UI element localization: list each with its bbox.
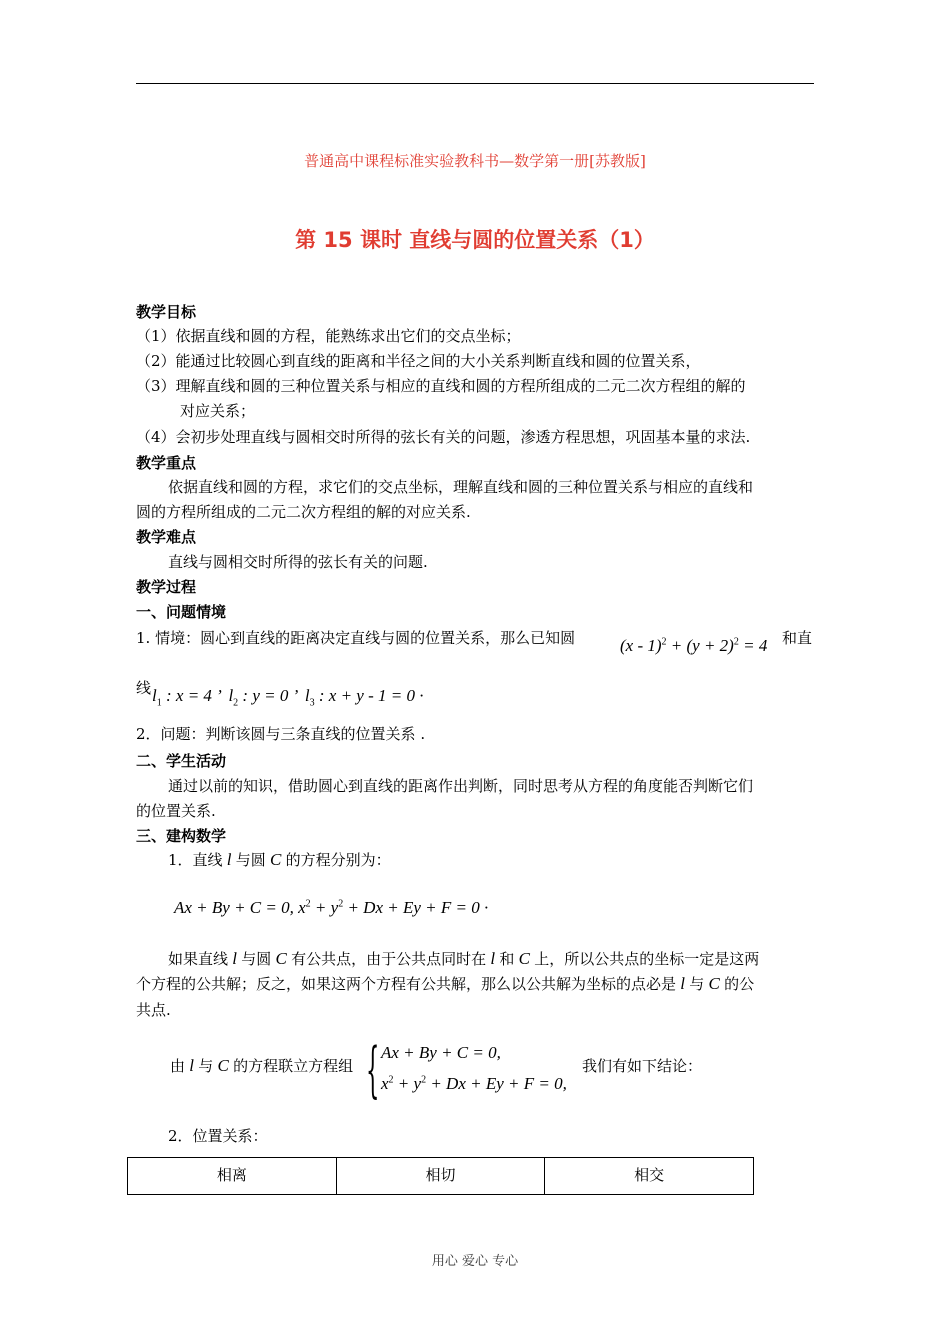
difficulties-heading: 教学难点	[136, 528, 197, 546]
goal-item-1: （1）依据直线和圆的方程，能熟练求出它们的交点坐标；	[136, 327, 521, 345]
paragraph-2-b: 与	[689, 975, 705, 993]
key-points-line-1: 依据直线和圆的方程，求它们的交点坐标，理解直线和圆的三种位置关系与相应的直线和	[168, 478, 754, 496]
system-c: 的方程联立方程组	[233, 1057, 354, 1075]
symbol-c: C	[213, 1056, 234, 1075]
situation-suffix: 和直	[782, 629, 813, 647]
construct-item-1	[168, 849, 391, 870]
paragraph-2-a: 个方程的公共解；反之，如果这两个方程有公共解，那么以公共解为坐标的点必是	[136, 975, 677, 993]
symbol-l: l	[222, 850, 236, 869]
system-a: 由	[170, 1057, 186, 1075]
key-points-line-2: 圆的方程所组成的二元二次方程组的解的对应关系.	[136, 503, 471, 521]
symbol-c: C	[704, 974, 725, 993]
table-row	[128, 1158, 754, 1195]
goals-heading: 教学目标	[136, 303, 197, 321]
goal-item-4: （4）会初步处理直线与圆相交时所得的弦长有关的问题，渗透方程思想，巩固基本量的求法.	[136, 428, 751, 446]
system-intro	[170, 1055, 353, 1076]
system-conclusion: 我们有如下结论：	[582, 1057, 703, 1075]
situation-text: 1. 情境：圆心到直线的距离决定直线与圆的位置关系，那么已知圆	[136, 629, 576, 647]
position-table	[127, 1157, 754, 1195]
section-2-heading: 二、学生活动	[136, 752, 227, 770]
system-equation-1: Ax + By + C = 0,	[381, 1043, 501, 1062]
difficulties-text: 直线与圆相交时所得的弦长有关的问题.	[168, 553, 428, 571]
situation-line-1	[136, 627, 575, 648]
paragraph-line-2	[136, 973, 754, 994]
student-activity-line-2: 的位置关系.	[136, 802, 216, 820]
page-footer: 用心 爱心 专心	[431, 1254, 519, 1269]
paragraph-2-c: 的公	[724, 975, 755, 993]
table-header-intersect: 相交	[545, 1158, 754, 1195]
lesson-title: 第 15 课时 直线与圆的位置关系（1）	[295, 228, 655, 252]
goal-item-3: （3）理解直线和圆的三种位置关系与相应的直线和圆的方程所组成的二元二次方程组的解的	[136, 377, 746, 395]
symbol-c: C	[271, 949, 292, 968]
paragraph-1-a: 如果直线	[168, 950, 229, 968]
student-activity-line-1: 通过以前的知识，借助圆心到直线的距离作出判断，同时思考从方程的角度能否判断它们	[168, 777, 754, 795]
construct-item-1-c: 的方程分别为：	[285, 851, 391, 869]
paragraph-1-b: 与圆	[241, 950, 272, 968]
paragraph-line-3: 共点.	[136, 1001, 171, 1019]
key-points-heading: 教学重点	[136, 454, 197, 472]
circle-equation: $(x - 1)^2 + (y + 2)^2 = 4$	[620, 636, 768, 655]
symbol-l: l	[676, 974, 690, 993]
paragraph-1-d: 和	[499, 950, 515, 968]
top-rule	[136, 83, 814, 84]
table-header-separate: 相离	[128, 1158, 337, 1195]
line-equations: $l_1$ : x = 4 ’ $l_2$ : y = 0 ’ $l_3$ : x + y - 1 = 0 ·	[152, 686, 424, 709]
symbol-l: l	[228, 949, 242, 968]
general-equations: Ax + By + C = 0, $x^2 + y^2 + Dx + Ey + F = 0$ ·	[174, 898, 489, 917]
question-item: 2．问题：判断该圆与三条直线的位置关系 .	[136, 725, 426, 743]
goal-item-3-cont: 对应关系；	[180, 402, 256, 420]
book-subtitle: 普通高中课程标准实验教科书—数学第一册[苏教版]	[304, 152, 646, 170]
system-brace: {	[366, 1035, 380, 1105]
symbol-c: C	[265, 850, 286, 869]
construct-item-1-b: 与圆	[235, 851, 266, 869]
process-heading: 教学过程	[136, 578, 197, 596]
system-equation-2: $x^2 + y^2 + Dx + Ey + F = 0$,	[381, 1074, 567, 1093]
paragraph-line-1	[168, 948, 759, 969]
paragraph-1-e: 上，所以公共点的坐标一定是这两	[534, 950, 760, 968]
table-header-tangent: 相切	[336, 1158, 545, 1195]
construct-item-1-a: 1．直线	[168, 851, 223, 869]
goal-item-2: （2）能通过比较圆心到直线的距离和半径之间的大小关系判断直线和圆的位置关系，	[136, 352, 701, 370]
system-b: 与	[198, 1057, 214, 1075]
position-relation-label: 2．位置关系：	[168, 1127, 268, 1145]
symbol-l: l	[486, 949, 500, 968]
situation-line-2-label: 线	[136, 679, 152, 697]
section-1-heading: 一、问题情境	[136, 603, 227, 621]
paragraph-1-c: 有公共点，由于公共点同时在	[291, 950, 487, 968]
section-3-heading: 三、建构数学	[136, 827, 227, 845]
symbol-c: C	[514, 949, 535, 968]
symbol-l: l	[185, 1056, 199, 1075]
